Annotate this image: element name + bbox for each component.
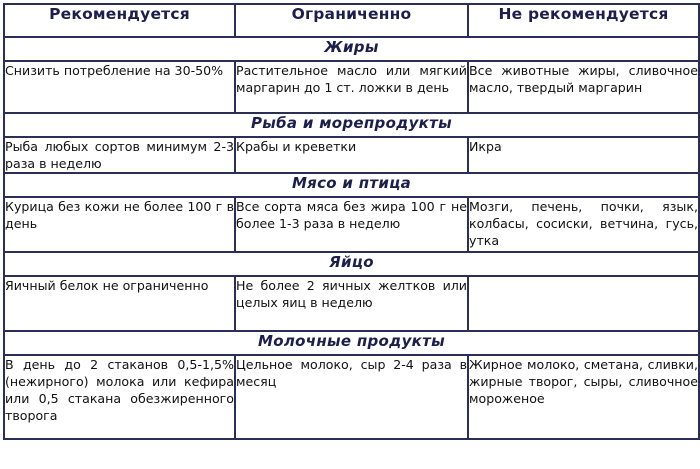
- cell-recommended: В день до 2 стаканов 0,5-1,5% (нежирного) молока или кефира или 0,5 стакана обезжиренного творога: [4, 355, 235, 439]
- table-row: [4, 137, 699, 173]
- section-row-fish: [4, 113, 699, 137]
- cell-limited: Не более 2 яичных желтков или целых яиц в неделю: [235, 276, 468, 331]
- section-title: Жиры: [4, 37, 699, 61]
- cell-not-recommended: [468, 276, 699, 331]
- section-row-dairy: [4, 331, 699, 355]
- cell-not-recommended: Мозги, печень, почки, язык, колбасы, сосиски, ветчина, гусь, утка: [468, 197, 699, 252]
- table-row: [4, 61, 699, 113]
- diet-recommendations-table: [3, 3, 700, 440]
- table-row: [4, 355, 699, 439]
- cell-recommended: Курица без кожи не более 100 г в день: [4, 197, 235, 252]
- cell-recommended: Яичный белок не ограниченно: [4, 276, 235, 331]
- cell-not-recommended: Жирное молоко, сметана, сливки, жирные творог, сыры, сливочное мороженое: [468, 355, 699, 439]
- cell-recommended: Рыба любых сортов минимум 2-3 раза в неделю: [5, 139, 234, 171]
- cell-not-recommended: Икра: [468, 137, 699, 173]
- cell-limited: Растительное масло или мягкий маргарин до 1 ст. ложки в день: [235, 61, 468, 113]
- header-not-recommended: Не рекомендуется: [468, 4, 699, 37]
- header-recommended: Рекомендуется: [4, 4, 235, 37]
- table-row: [4, 276, 699, 331]
- section-row-fats: [4, 37, 699, 61]
- cell-recommended: Снизить потребление на 30-50%: [4, 61, 235, 113]
- cell-limited: Все сорта мяса без жира 100 г не более 1-3 раза в неделю: [235, 197, 468, 252]
- cell-not-recommended: Все животные жиры, сливочное масло, твердый маргарин: [468, 61, 699, 113]
- cell-limited: Цельное молоко, сыр 2-4 раза в месяц: [235, 355, 468, 439]
- section-title: Яйцо: [4, 252, 699, 276]
- section-row-meat: [4, 173, 699, 197]
- section-title: Молочные продукты: [4, 331, 699, 355]
- header-limited: Ограниченно: [235, 4, 468, 37]
- header-row: [4, 4, 699, 37]
- cell-limited: Крабы и креветки: [235, 137, 468, 173]
- section-row-eggs: [4, 252, 699, 276]
- table-row: [4, 197, 699, 252]
- section-title: Рыба и морепродукты: [4, 113, 699, 137]
- section-title: Мясо и птица: [4, 173, 699, 197]
